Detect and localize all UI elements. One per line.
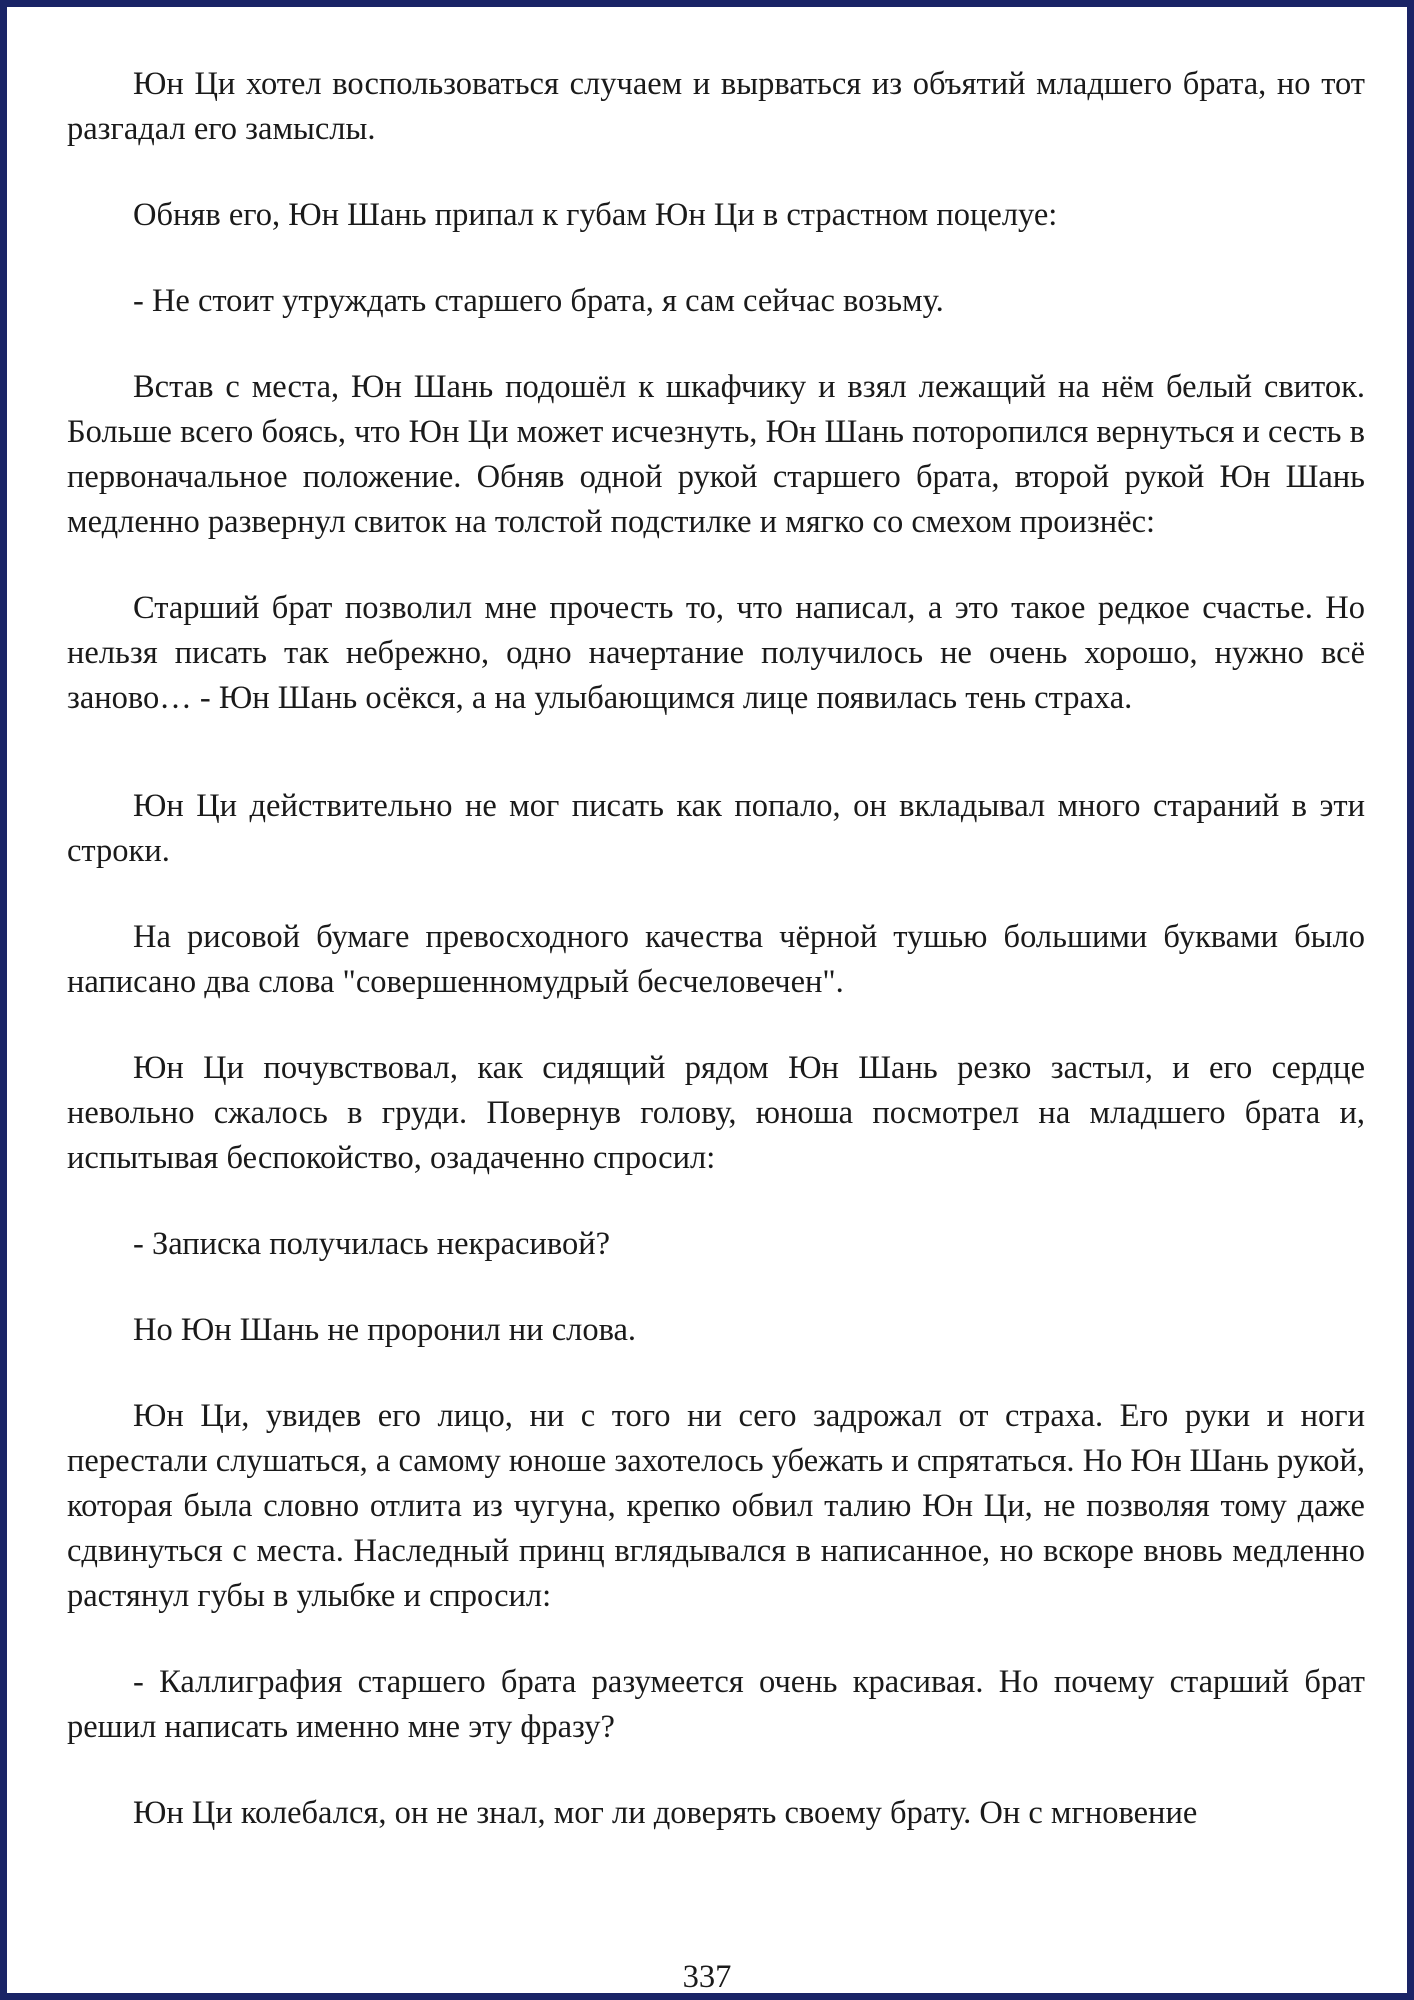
page-number: 337	[682, 1959, 732, 1995]
paragraph-6: Юн Ци действительно не мог писать как попало, он вкладывал много стараний в эти строки.	[67, 788, 1365, 869]
paragraph-9: - Записка получилась некрасивой?	[133, 1226, 611, 1262]
paragraph-12: - Каллиграфия старшего брата разумеется очень красивая. Но почему старший брат решил написать именно мне эту фразу?	[67, 1664, 1365, 1745]
paragraph-1: Юн Ци хотел воспользоваться случаем и вырваться из объятий младшего брата, но тот разгадал его замыслы.	[67, 66, 1365, 147]
paragraph-8: Юн Ци почувствовал, как сидящий рядом Юн Шань резко застыл, и его сердце невольно сжалось в груди. Повернув голову, юноша посмотрел на младшего брата и, испытывая беспокойство, озадаченно спросил:	[67, 1050, 1365, 1176]
paragraph-10: Но Юн Шань не проронил ни слова.	[133, 1312, 637, 1348]
paragraph-5: Старший брат позволил мне прочесть то, что написал, а это такое редкое счастье. Но нельзя писать так небрежно, одно начертание получилось не очень хорошо, нужно всё заново… - Юн Шань осёкся, а на улыбающимся лице появилась тень страха.	[67, 590, 1365, 716]
paragraph-7: На рисовой бумаге превосходного качества чёрной тушью большими буквами было написано два слова "совершенномудрый бесчеловечен".	[67, 919, 1365, 1000]
paragraph-3: - Не стоит утруждать старшего брата, я сам сейчас возьму.	[133, 283, 944, 319]
paragraph-13: Юн Ци колебался, он не знал, мог ли доверять своему брату. Он с мгновение	[133, 1795, 1198, 1831]
text-column	[67, 62, 1365, 1877]
paragraph-2: Обняв его, Юн Шань припал к губам Юн Ци в страстном поцелуе:	[133, 197, 1058, 233]
paragraph-4: Встав с места, Юн Шань подошёл к шкафчику и взял лежащий на нём белый свиток. Больше всего боясь, что Юн Ци может исчезнуть, Юн Шань поторопился вернуться и сесть в первоначальное положение. Обняв одной рукой старшего брата, второй рукой Юн Шань медленно развернул свиток на толстой подстилке и мягко со смехом произнёс:	[67, 369, 1365, 540]
paragraph-11: Юн Ци, увидев его лицо, ни с того ни сего задрожал от страха. Его руки и ноги перестали слушаться, а самому юноше захотелось убежать и спрятаться. Но Юн Шань рукой, которая была словно отлита из чугуна, крепко обвил талию Юн Ци, не позволяя тому даже сдвинуться с места. Наследный принц вглядывался в написанное, но вскоре вновь медленно растянул губы в улыбке и спросил:	[67, 1398, 1365, 1614]
